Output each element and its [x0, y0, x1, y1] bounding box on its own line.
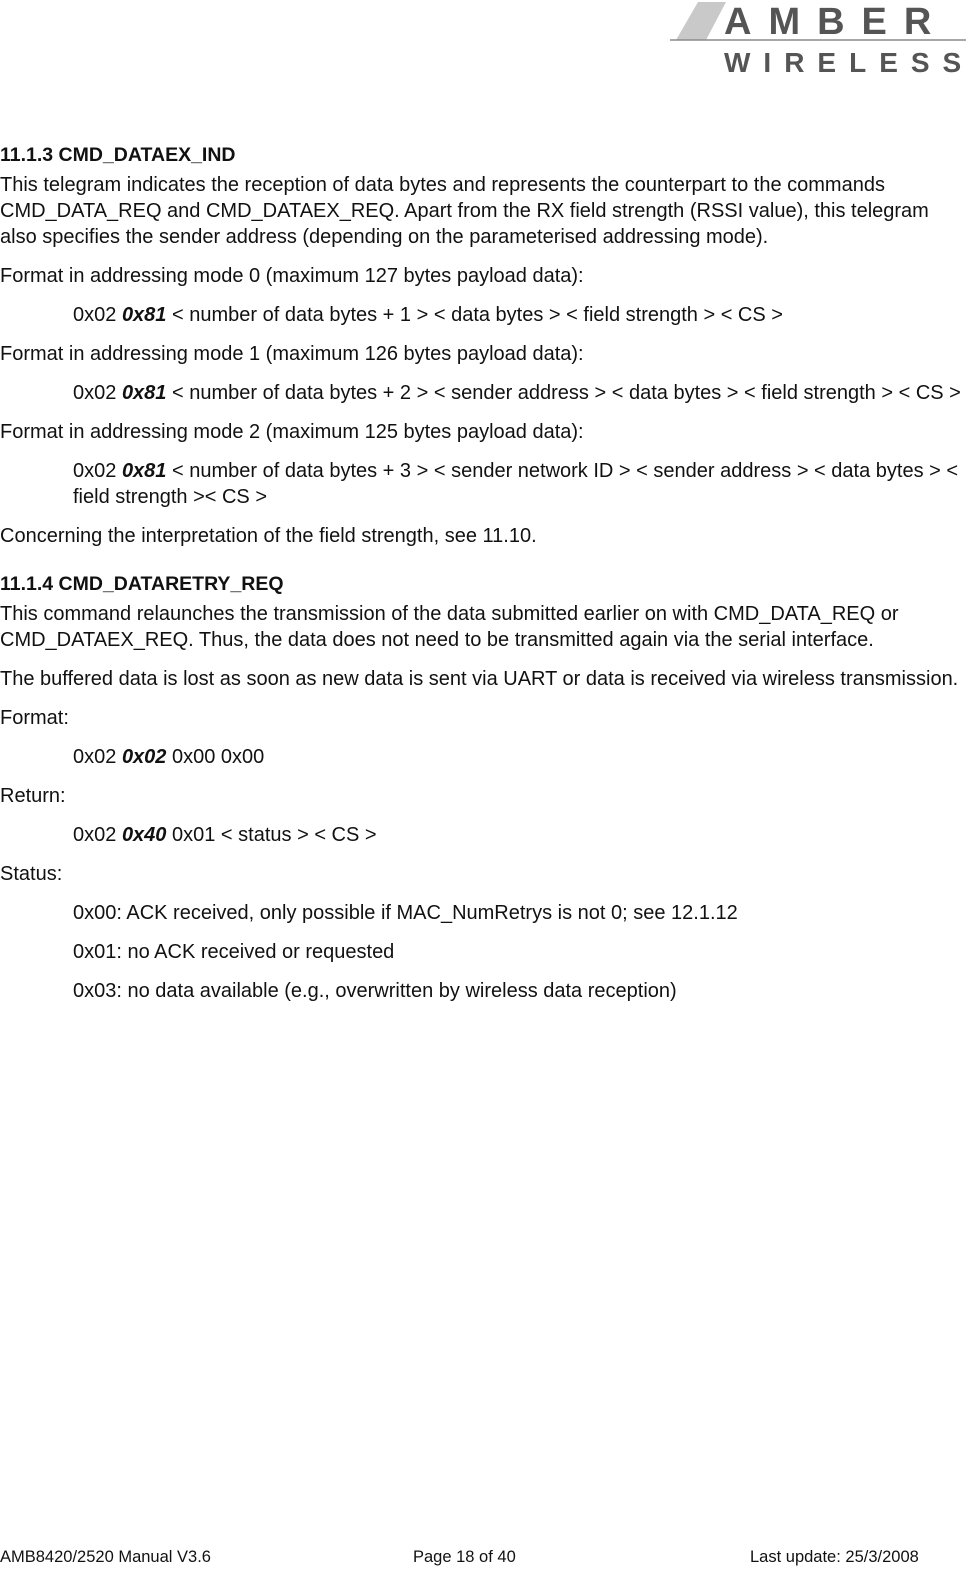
return-label: Return:	[0, 785, 66, 807]
footer-page-number: Page 18 of 40	[413, 1548, 516, 1566]
footer-last-update: Last update: 25/3/2008	[750, 1548, 919, 1566]
status-item: 0x01: no ACK received or requested	[73, 941, 395, 963]
status-label: Status:	[0, 863, 63, 885]
mode2-label: Format in addressing mode 2 (maximum 125 bytes payload data):	[0, 421, 584, 443]
page-content	[0, 142, 966, 1017]
mode1-label: Format in addressing mode 1 (maximum 126 bytes payload data):	[0, 343, 584, 365]
section-heading-dataex-ind: 11.1.3 CMD_DATAEX_IND	[0, 144, 236, 166]
footer-manual: AMB8420/2520 Manual V3.6	[0, 1548, 211, 1566]
mode2-format: 0x02 0x81 < number of data bytes + 3 > < sender network ID > < sender address > < data bytes > < field strength >< CS >	[73, 460, 959, 508]
mode1-format: 0x02 0x81 < number of data bytes + 2 > < sender address > < data bytes > < field strength > < CS >	[73, 382, 961, 404]
return-value: 0x02 0x40 0x01 < status > < CS >	[73, 824, 377, 846]
buffer-note: The buffered data is lost as soon as new data is sent via UART or data is received via wireless transmission.	[0, 668, 959, 690]
mode0-label: Format in addressing mode 0 (maximum 127 bytes payload data):	[0, 265, 584, 287]
format-label: Format:	[0, 707, 69, 729]
format-value: 0x02 0x02 0x00 0x00	[73, 746, 265, 768]
svg-text:WIRELESS: WIRELESS	[724, 47, 968, 78]
status-item: 0x00: ACK received, only possible if MAC_NumRetrys is not 0; see 12.1.12	[73, 902, 738, 924]
dataretry-intro: This command relaunches the transmission of the data submitted earlier on with CMD_DATA_REQ or CMD_DATAEX_REQ. Thus, the data does not need to be transmitted again via the serial interface.	[0, 603, 899, 651]
status-item: 0x03: no data available (e.g., overwritten by wireless data reception)	[73, 980, 677, 1002]
section-heading-dataretry-req: 11.1.4 CMD_DATARETRY_REQ	[0, 573, 284, 595]
dataex-ind-intro: This telegram indicates the reception of data bytes and represents the counterpart to the commands CMD_DATA_REQ and CMD_DATAEX_REQ. Apart from the RX field strength (RSSI value), this telegram also specifies the sender address (depending on the parameterised addressing mode).	[0, 174, 929, 248]
amber-wireless-logo	[668, 0, 968, 80]
mode0-format: 0x02 0x81 < number of data bytes + 1 > < data bytes > < field strength > < CS >	[73, 304, 783, 326]
svg-text:AMBER: AMBER	[724, 1, 949, 43]
field-strength-note: Concerning the interpretation of the field strength, see 11.10.	[0, 525, 537, 547]
